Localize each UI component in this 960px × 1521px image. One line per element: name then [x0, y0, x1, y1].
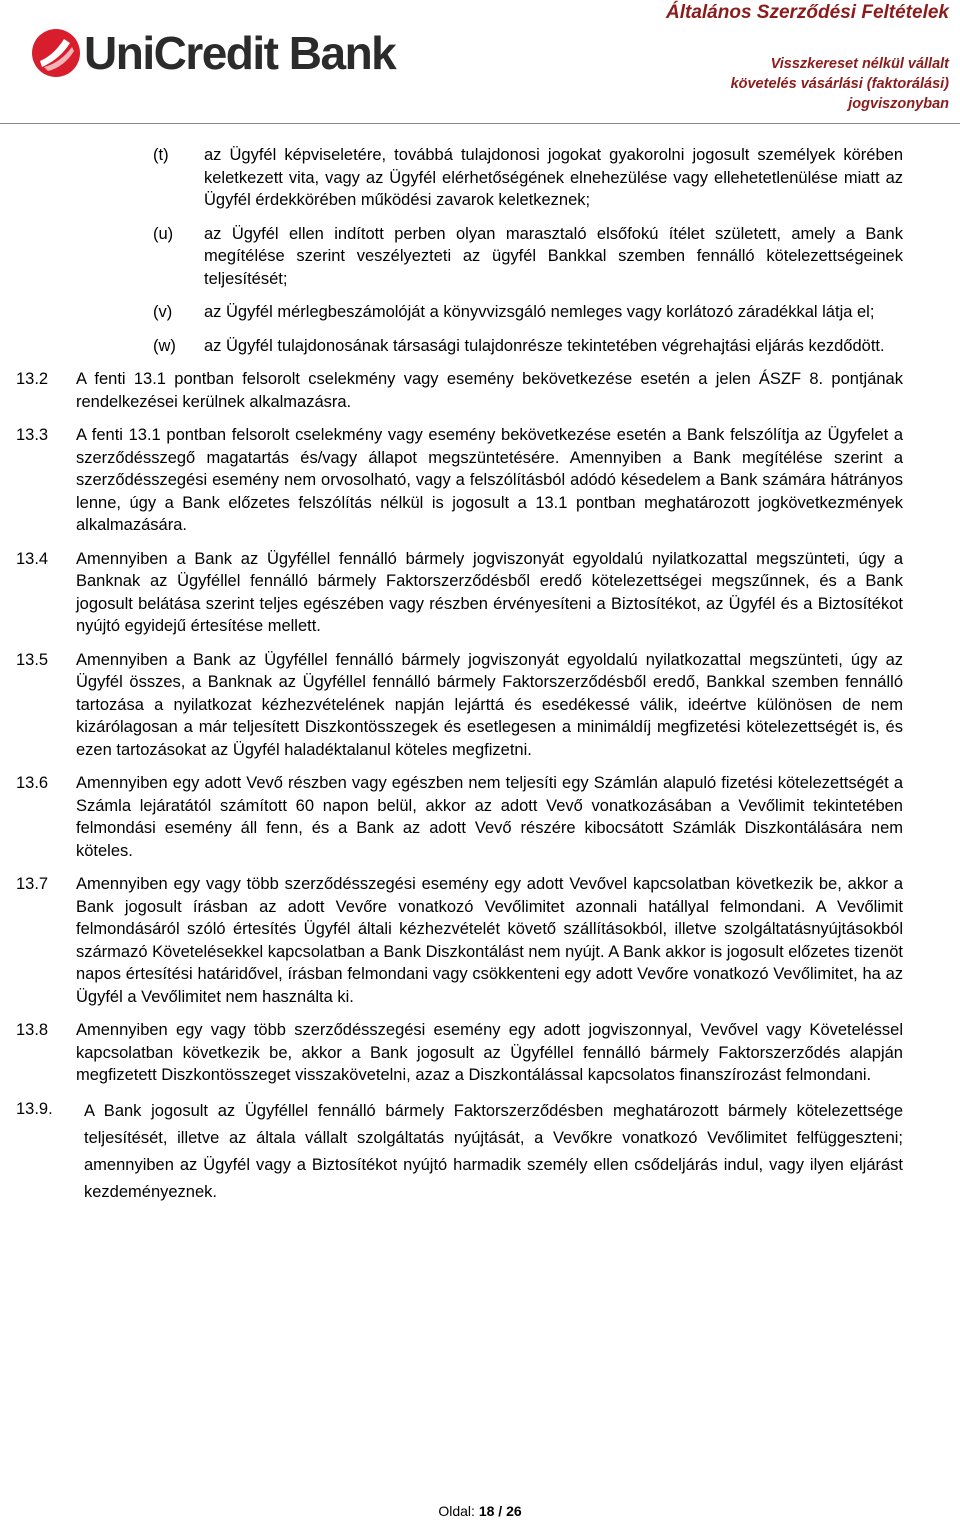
paragraph-number: 13.3	[16, 426, 49, 444]
paragraph	[0, 772, 960, 862]
list-item-text: az Ügyfél mérlegbeszámolóját a könyvvizsgáló nemleges vagy korlátozó záradékkal látja el;	[204, 303, 875, 321]
page-separator: /	[498, 1503, 503, 1519]
paragraph-number: 13.7	[16, 875, 49, 893]
paragraph-text: A fenti 13.1 pontban felsorolt cselekmény vagy esemény bekövetkezése esetén a Bank felszólítja az Ügyfelet a szerződésszegő magatartás és/vagy állapot megszüntetésére. Amennyiben a Bank megítélése szerint a szerződésszegési esemény nem orvosolható, vagy a felszólításból adódó késedelem a Bank számára hátrányos lenne, úgy a Bank előzetes felszólítás nélkül is jogosult a 13.1 pontban meghatározott jogkövetkezmények alkalmazására.	[76, 426, 903, 534]
paragraph	[0, 368, 960, 413]
unicredit-logo-icon	[30, 27, 82, 79]
paragraph-number: 13.8	[16, 1021, 49, 1039]
list-item	[0, 223, 960, 291]
paragraph-text: Amennyiben egy adott Vevő részben vagy egészben nem teljesíti egy Számlán alapuló fizetési kötelezettségét a Számla lejáratától számított 60 napon belül, akkor az adott Vevő vonatkozásában a Vevőlimit tekintetében felmondási esemény áll fenn, és a Bank az adott Vevő részére kibocsátott Számlák Diszkontálására nem köteles.	[76, 774, 903, 860]
list-item	[0, 335, 960, 358]
paragraph	[0, 1098, 960, 1206]
list-item-text: az Ügyfél képviseletére, továbbá tulajdonosi jogokat gyakorolni jogosult személyek körében keletkezett vita, vagy az Ügyfél elérhetőségének elnehezülése vagy ellehetetlenülése miatt az Ügyfél érdekkörében működési zavarok keletkeznek;	[204, 146, 903, 209]
list-item-label: (t)	[153, 146, 169, 164]
subtitle-line: követelés vásárlási (faktorálási)	[730, 76, 949, 92]
subtitle-line: Visszkereset nélkül vállalt	[770, 56, 949, 72]
document-body	[0, 144, 960, 1206]
page-label: Oldal:	[438, 1503, 475, 1519]
paragraph-text: A fenti 13.1 pontban felsorolt cselekmény vagy esemény bekövetkezése esetén a jelen ÁSZF 8. pontjának rendelkezései kerülnek alkalmazásra.	[76, 370, 903, 411]
page-number: 18	[478, 1503, 495, 1519]
paragraph-text: Amennyiben egy vagy több szerződésszegési esemény egy adott jogviszonnyal, Vevővel vagy Követeléssel kapcsolatban következik be, akkor a Bank jogosult az Ügyféllel fennálló bármely Faktorszerződés alapján megfizetett Diszkontösszeget visszakövetelni, azaz a Diszkontálással kapcsolatos finanszírozást felmondani.	[76, 1021, 903, 1084]
paragraph	[0, 424, 960, 537]
document-subtitle	[666, 54, 949, 114]
paragraph-text: A Bank jogosult az Ügyféllel fennálló bármely Faktorszerződésben meghatározott bármely kötelezettsége teljesítését, illetve az általa vállalt szolgáltatás nyújtását, a Vevőkre vonatkozó Vevőlimitet felfüggeszteni; amennyiben az Ügyfél vagy a Biztosítékot nyújtó harmadik személy ellen csődeljárás indul, vagy ilyen eljárást kezdeményeznek.	[84, 1101, 903, 1201]
paragraph-number: 13.4	[16, 549, 49, 568]
list-item-text: az Ügyfél tulajdonosának társasági tulajdonrésze tekintetében végrehajtási eljárás kezdődött.	[204, 336, 885, 355]
list-item-label: (w)	[153, 336, 176, 355]
paragraph-text: Amennyiben a Bank az Ügyféllel fennálló bármely jogviszonyát egyoldalú nyilatkozattal megszünteti, úgy az Ügyfél összes, a Banknak az Ügyféllel fennálló bármely Faktorszerződésből eredő, Bankkal szemben fennálló tartozása a nyilatkozat kézhezvételének napján lejárttá és esedékessé válik, ideértve különösen de nem kizárólagosan a már teljesített Diszkontösszegek és esetlegesen a minimáldíj megfizetési kötelezettségét is, és ezen tartozásokat az Ügyfél haladéktalanul köteles megfizetni.	[76, 650, 903, 759]
document-header	[666, 0, 949, 114]
paragraph-number: 13.5	[16, 650, 49, 669]
paragraph-number: 13.9.	[16, 1099, 53, 1118]
paragraph	[0, 873, 960, 1008]
page-total: 26	[506, 1503, 522, 1519]
list-item	[0, 144, 960, 212]
header-divider	[0, 123, 960, 124]
paragraph-number: 13.2	[16, 370, 49, 388]
list-item	[0, 301, 960, 324]
paragraph	[0, 548, 960, 638]
list-item-label: (v)	[153, 303, 173, 321]
paragraph-number: 13.6	[16, 774, 49, 792]
document-title: Általános Szerződési Feltételek	[666, 2, 949, 23]
list-item-text: az Ügyfél ellen indított perben olyan marasztaló elsőfokú ítélet született, amely a Bank megítélése szerint veszélyezteti az ügyfél Bankkal szemben fennálló kötelezettségeinek teljesítését;	[204, 224, 903, 288]
paragraph-text: Amennyiben egy vagy több szerződésszegési esemény egy adott Vevővel kapcsolatban következik be, akkor a Bank jogosult írásban az adott Vevőre vonatkozó Vevőlimitet azonnali hatállyal felmondani. A Vevőlimit felmondásáról szóló értesítés Ügyfél általi kézhezvételét követő szállításokból, illetve szolgáltatásnyújtásokból származó Követelésekkel kapcsolatban a Bank Diszkontálást nem nyújt. A Bank akkor is jogosult előzetes tizenöt napos értesítési határidővel, írásban felmondani vagy csökkenteni egy adott Vevőre vonatkozó Vevőlimitet, ha az Ügyfél a Vevőlimitet nem használta ki.	[76, 875, 903, 1006]
list-item-label: (u)	[153, 224, 174, 243]
paragraph	[0, 649, 960, 762]
brand-name: UniCredit Bank	[84, 27, 396, 79]
paragraph-text: Amennyiben a Bank az Ügyféllel fennálló bármely jogviszonyát egyoldalú nyilatkozattal megszünteti, úgy a Banknak az Ügyféllel fennálló bármely Faktorszerződésből eredő kötelezettségei megszűnnek, és a Bank jogosult belátása szerint teljes egészében vagy részben érvényesíteni a Biztosítékot, az Ügyfél és a Biztosítékot nyújtó egyidejű értesítése mellett.	[76, 549, 903, 635]
subtitle-line: jogviszonyban	[848, 96, 949, 112]
unicredit-logo	[30, 26, 395, 80]
paragraph	[0, 1019, 960, 1087]
page-footer	[0, 1503, 960, 1519]
